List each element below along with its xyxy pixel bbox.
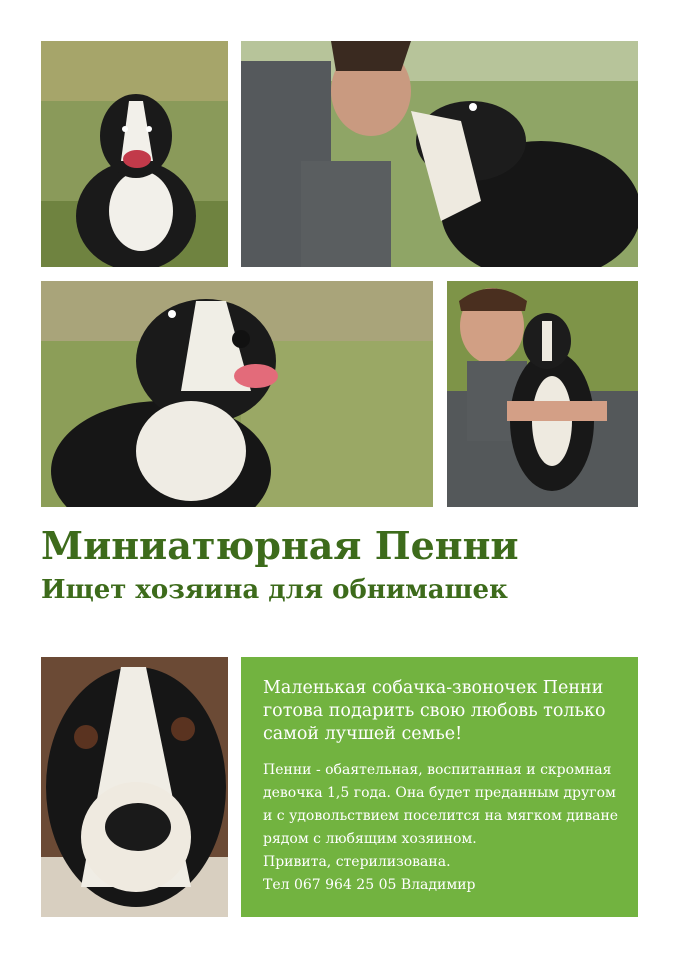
poster-title: Миниатюрная Пенни [41,523,519,568]
description-block [263,759,620,897]
poster-subtitle: Ищет хозяина для обнимашек [41,575,508,605]
vaccination-text: Привита, стерилизована. [263,854,451,870]
description-text: Пенни - обаятельная, воспитанная и скромная девочка 1,5 года. Она будет преданным другом и с удовольствием поселится на мягком диване рядом с любящим хозяином. [263,762,619,847]
photo-dog-face-closeup [41,657,228,917]
contact-text: Тел 067 964 25 05 Владимир [263,877,476,893]
photo-man-kissing-dog [241,41,638,267]
photo-dog-smiling [41,281,433,507]
photo-man-hugging-dog [447,281,638,507]
info-box [241,657,638,917]
lead-text: Маленькая собачка-звоночек Пенни готова подарить свою любовь только самой лучшей семье! [263,678,606,744]
photo-dog-sitting [41,41,228,267]
